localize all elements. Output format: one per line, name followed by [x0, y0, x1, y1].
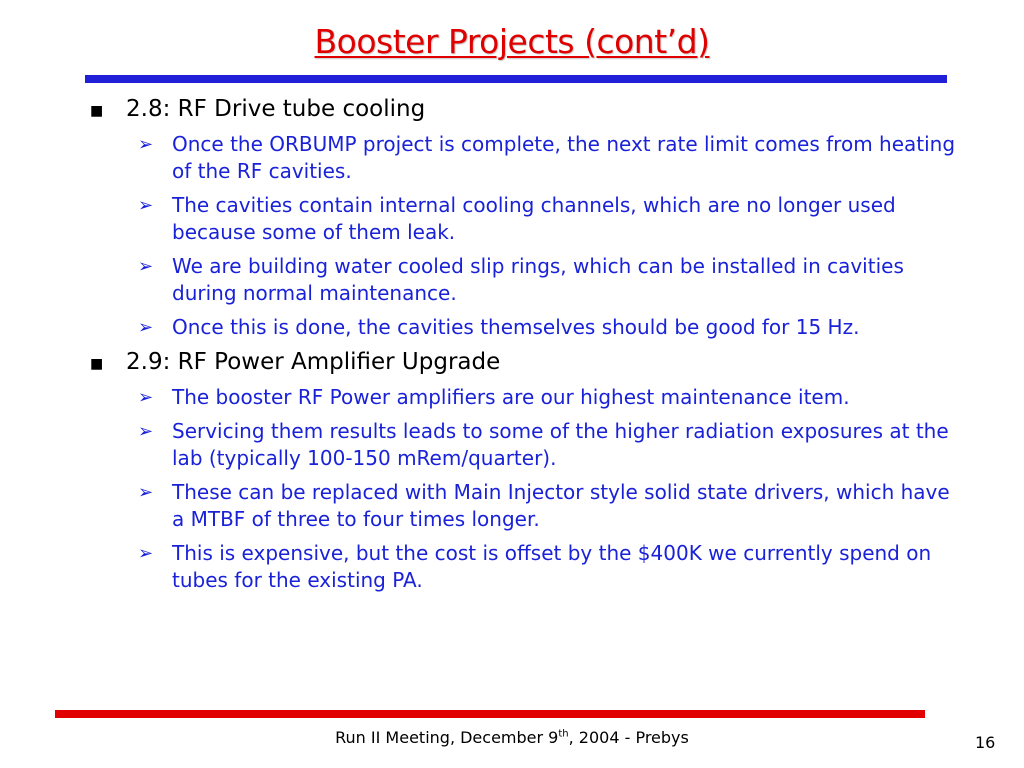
- sub-bullet-text: The booster RF Power amplifiers are our highest maintenance item.: [172, 385, 850, 409]
- square-bullet-icon: ■: [90, 356, 104, 372]
- footer-divider: [55, 710, 925, 718]
- sub-bullet: [88, 314, 958, 341]
- footer-text-before: Run II Meeting, December 9: [335, 728, 559, 747]
- sub-bullet: [88, 253, 958, 307]
- arrow-bullet-icon: ➢: [138, 482, 154, 503]
- sub-bullet-text: Once this is done, the cavities themselves should be good for 15 Hz.: [172, 315, 860, 339]
- sub-bullet-text: Servicing them results leads to some of the higher radiation exposures at the lab (typically 100-150 mRem/quarter).: [172, 419, 949, 470]
- arrow-bullet-icon: ➢: [138, 387, 154, 408]
- arrow-bullet-icon: ➢: [138, 317, 154, 338]
- sub-bullet: [88, 479, 958, 533]
- heading-text: 2.9: RF Power Amplifier Upgrade: [126, 349, 501, 375]
- bullet-heading: [88, 95, 958, 123]
- slide-title: Booster Projects (cont’d): [314, 22, 710, 61]
- footer-superscript: th: [558, 728, 569, 740]
- title-divider: [85, 75, 947, 83]
- sub-bullet-text: Once the ORBUMP project is complete, the next rate limit comes from heating of the RF cavities.: [172, 132, 956, 183]
- square-bullet-icon: ■: [90, 103, 104, 119]
- sub-bullet-text: This is expensive, but the cost is offset by the $400K we currently spend on tubes for the existing PA.: [172, 541, 932, 592]
- arrow-bullet-icon: ➢: [138, 421, 154, 442]
- footer: [0, 728, 1024, 748]
- arrow-bullet-icon: ➢: [138, 195, 154, 216]
- sub-bullet: [88, 384, 958, 411]
- arrow-bullet-icon: ➢: [138, 134, 154, 155]
- slide-content: [88, 95, 958, 601]
- sub-bullet: [88, 131, 958, 185]
- bullet-heading: [88, 348, 958, 376]
- sub-bullet-text: We are building water cooled slip rings, which can be installed in cavities during normal maintenance.: [172, 254, 904, 305]
- arrow-bullet-icon: ➢: [138, 543, 154, 564]
- sub-bullet: [88, 192, 958, 246]
- footer-text-after: , 2004 - Prebys: [568, 728, 689, 747]
- sub-bullet: [88, 540, 958, 594]
- sub-bullet-text: The cavities contain internal cooling channels, which are no longer used because some of them leak.: [172, 193, 896, 244]
- page-number: 16: [975, 733, 996, 752]
- sub-bullet: [88, 418, 958, 472]
- heading-text: 2.8: RF Drive tube cooling: [126, 96, 426, 122]
- sub-bullet-text: These can be replaced with Main Injector style solid state drivers, which have a MTBF of three to four times longer.: [172, 480, 950, 531]
- arrow-bullet-icon: ➢: [138, 256, 154, 277]
